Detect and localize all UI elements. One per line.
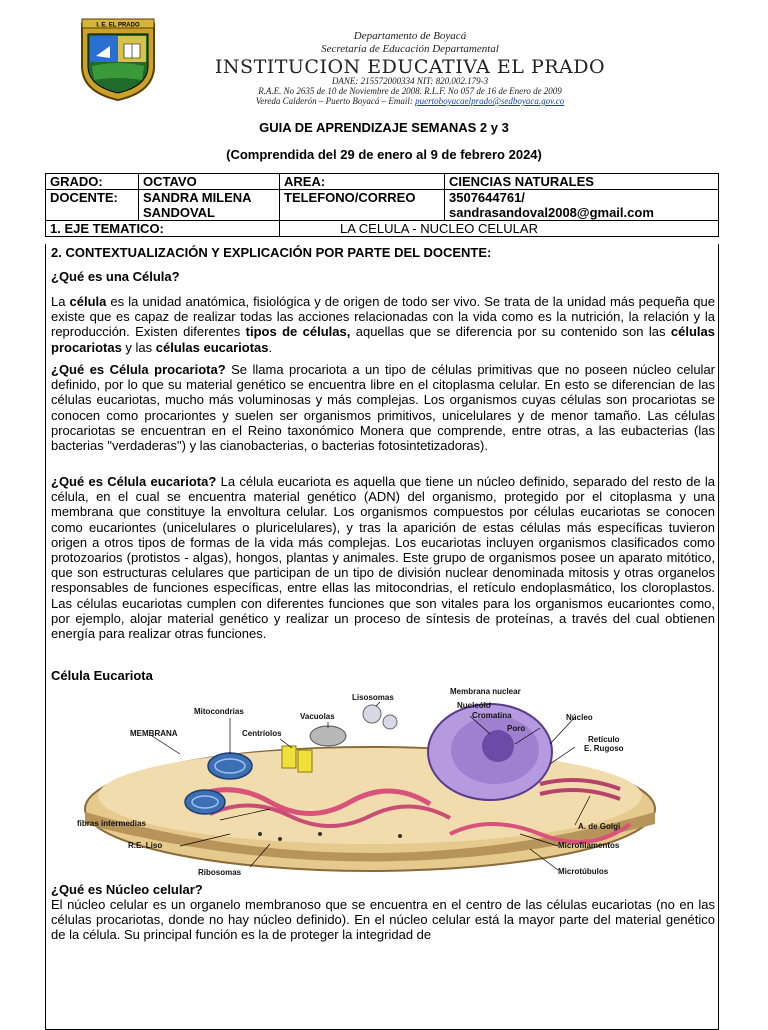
- rae-line: R.A.E. No 2635 de 10 de Noviembre de 2008. R.L.F. No 057 de 16 de Enero de 2009: [258, 86, 562, 96]
- department-line: Departamento de Boyacá: [353, 30, 467, 42]
- label-fibras-intermedias: fibras intermedias: [77, 819, 146, 828]
- label-centriolos: Centríolos: [242, 729, 282, 738]
- school-crest-logo: [76, 16, 160, 102]
- label-mitocondrias: Mitocondrias: [194, 707, 244, 716]
- label-membrana: MEMBRANA: [130, 729, 178, 738]
- eukaryotic-cell-diagram: [70, 684, 700, 880]
- question-what-is-cell: ¿Qué es una Célula?: [51, 269, 180, 284]
- label-vacuolas: Vacuolas: [300, 712, 335, 721]
- section-2-heading: 2. CONTEXTUALIZACIÓN Y EXPLICACIÓN POR PARTE DEL DOCENTE:: [51, 245, 492, 260]
- question-nucleus: ¿Qué es Núcleo celular?: [51, 882, 203, 897]
- image-title: Célula Eucariota: [51, 668, 153, 683]
- label-membrana-nuclear: Membrana nuclear: [450, 687, 521, 696]
- table-row: [46, 190, 719, 221]
- label-golgi: A. de Golgi: [578, 822, 621, 831]
- label-e-rugoso: E. Rugoso: [584, 744, 624, 753]
- paragraph-prokaryote: ¿Qué es Célula procariota? Se llama procariota a un tipo de células primitivas que no poseen núcleo celular definido, por lo que su material genético se encuentra libre en el citoplasma celular. En esto se diferencian de las células eucariotas, mucho más voluminosas y más complejas. Los organismos cuyas células son procariotas se conocen como procariontes y suelen ser organismos primitivos, unicelulares y de menor tamaño. Las células procariotas se encuentran en el Reino taxonómico Monera que comprende, entre otras, a las eubacterias (las bacterias "verdaderas") y las cianobacterias, o bacterias fotosintetizadoras).: [51, 362, 716, 454]
- address-line: [160, 96, 660, 106]
- paragraph-eukaryote: ¿Qué es Célula eucariota? La célula eucariota es aquella que tiene un núcleo definido, separado del resto de la célula, en el cual se encuentra material genético (ADN) del organismo, protegido por el citoplasma y una membrana que constituye la envoltura celular. Los organismos compuestos por células eucariotas se conocen como eucariontes (unicelulares o pluricelulares), y tras la aparición de estas células más específicas tuvieron origen a otros tipos de formas de la vida más complejas. Los eucariotas incluyen organismos clasificados como protozoarios (protistos - algas), hongos, plantas y animales. Este grupo de organismos posee un aparato mitótico, que son estructuras celulares que participan de un tipo de división nuclear denominada mitosis y otras organelos responsables de funciones específicas, entre ellas las mitocondrias, el retículo endoplasmático, los cloroplastos. Las células eucariotas cumplen con diferentes funciones que son vitales para los organismos eucariontes como, por ejemplo, alojar material genético y realizar un proceso de síntesis de proteínas, a través del cual obtienen energía para realizar otras funciones.: [51, 474, 716, 642]
- secretariat-line: Secretaría de Educación Departamental: [321, 43, 499, 55]
- eje-value: LA CELULA - NUCLEO CELULAR: [280, 221, 719, 237]
- docente-value: SANDRA MILENA SANDOVAL: [139, 190, 280, 221]
- correo-value: sandrasandoval2008@gmail.com: [449, 205, 654, 220]
- logo-text: I. E. EL PRADO: [96, 22, 140, 29]
- grado-label: GRADO:: [46, 174, 139, 190]
- guide-dates: (Comprendida del 29 de enero al 9 de febrero 2024): [226, 147, 542, 162]
- label-reticulo: Retículo: [588, 735, 620, 744]
- institution-email-link[interactable]: puertoboyacaelprado@sedboyaca.gov.co: [415, 96, 565, 106]
- info-table: [45, 173, 719, 237]
- telefono-value: 3507644761/: [449, 190, 525, 205]
- label-re-liso: R.E. Liso: [128, 841, 163, 850]
- institution-name: INSTITUCION EDUCATIVA EL PRADO: [214, 56, 606, 78]
- label-poro: Poro: [507, 724, 526, 733]
- label-nucleo: Núcleo: [566, 713, 593, 722]
- area-value: CIENCIAS NATURALES: [445, 174, 719, 190]
- label-nucleolo: Nucleólo: [457, 701, 491, 710]
- paragraph-cell-definition: La célula es la unidad anatómica, fisiológica y de origen de todo ser vivo. Se trata de la unidad más pequeña que existe que es capaz de realizar todas las acciones relacionadas con la vida como es la nutrición, la relación y la reproducción. Existen diferentes tipos de células, aquellas que se diferencia por su contenido son las células procariotas y las células eucariotas.: [51, 294, 716, 355]
- telefono-label: TELEFONO/CORREO: [280, 190, 445, 221]
- eje-label: 1. EJE TEMATICO:: [46, 221, 280, 237]
- guide-title: GUIA DE APRENDIZAJE SEMANAS 2 y 3: [259, 120, 509, 135]
- area-label: AREA:: [280, 174, 445, 190]
- label-ribosomas: Ribosomas: [198, 868, 242, 877]
- address-text: Vereda Calderón – Puerto Boyacá – Email:: [255, 96, 416, 106]
- label-cromatina: Cromatina: [472, 711, 512, 720]
- contact-cell: [445, 190, 719, 221]
- label-microfilamentos: Microfilamentos: [558, 841, 620, 850]
- dane-line: DANE: 215572000334 NIT: 820.002.179-3: [331, 76, 489, 86]
- table-row: [46, 221, 719, 237]
- table-row: [46, 174, 719, 190]
- label-microtubulos: Microtúbulos: [558, 867, 609, 876]
- docente-label: DOCENTE:: [46, 190, 139, 221]
- grado-value: OCTAVO: [139, 174, 280, 190]
- paragraph-nucleus: El núcleo celular es un organelo membranoso que se encuentra en el centro de las células eucariotas (no en las células procariotas, donde no hay núcleo definido). En el núcleo celular está la mayor parte del material genético de la célula. Su principal función es la de proteger la integridad de: [51, 897, 715, 943]
- label-lisosomas: Lisosomas: [352, 693, 394, 702]
